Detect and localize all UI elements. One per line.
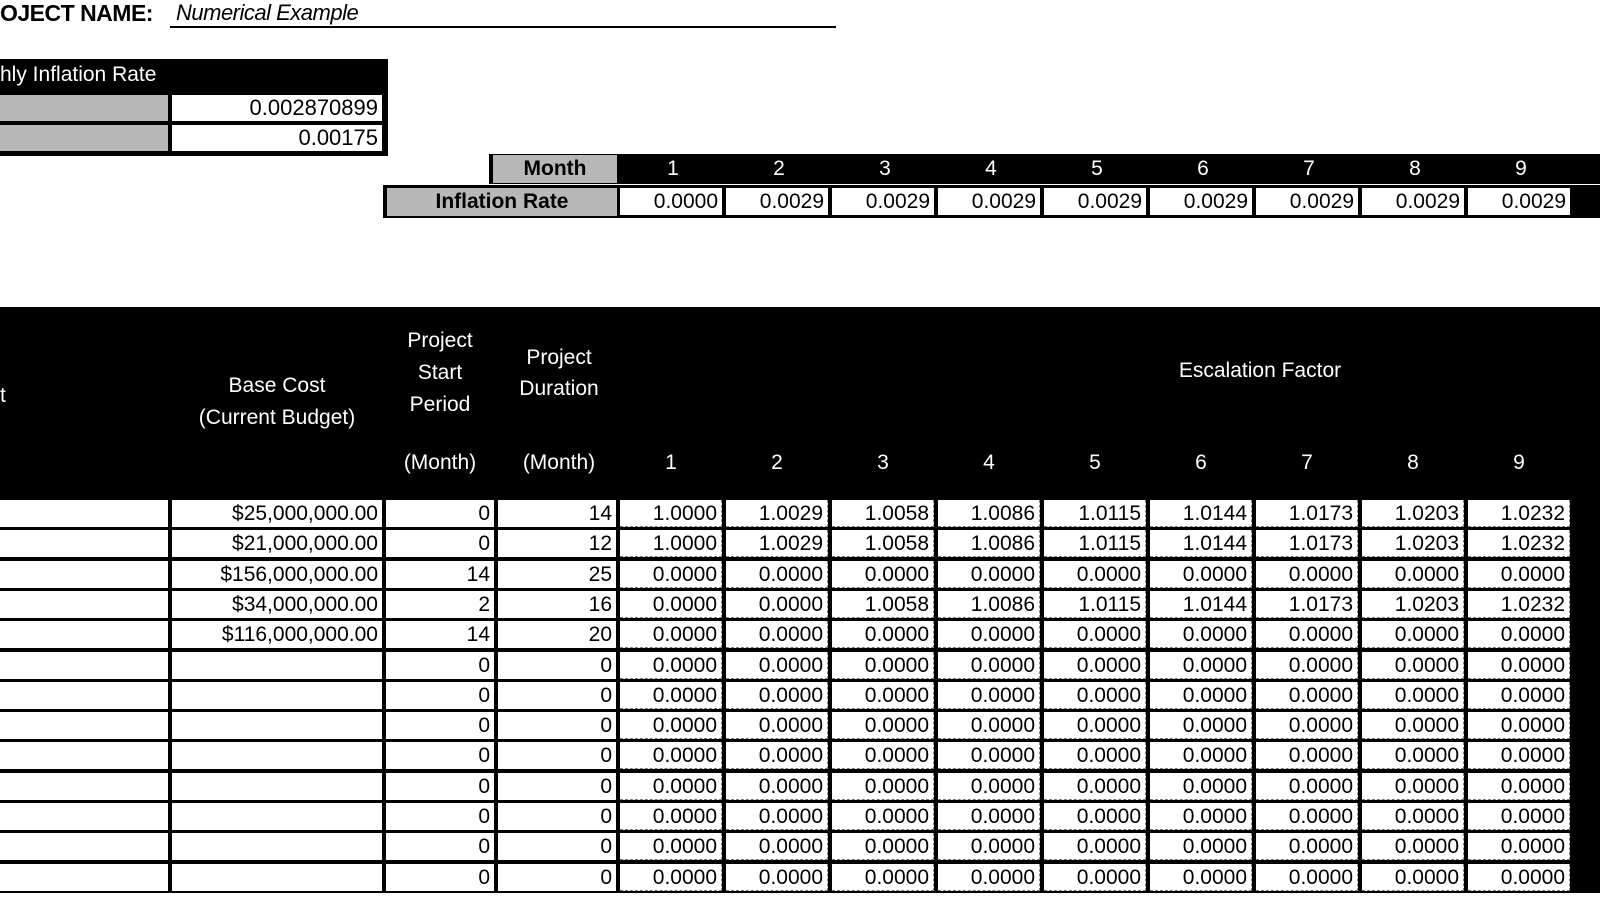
cell-start-period[interactable]: 0 [386, 530, 494, 557]
cell-duration[interactable]: 0 [498, 652, 616, 679]
cell-duration[interactable]: 16 [498, 591, 616, 618]
cell-item-name[interactable] [0, 561, 168, 588]
cell-escalation-factor[interactable]: 1.0203 [1362, 591, 1464, 618]
cell-escalation-factor[interactable]: 0.0000 [1044, 773, 1146, 800]
cell-item-name[interactable] [0, 833, 168, 860]
cell-escalation-factor[interactable]: 0.0000 [1150, 561, 1252, 588]
inflation-rate-title: hly Inflation Rate [0, 63, 157, 86]
cell-escalation-factor[interactable]: 0.0000 [1150, 682, 1252, 709]
cell-escalation-factor[interactable]: 0.0000 [832, 833, 934, 860]
cell-duration[interactable]: 0 [498, 773, 616, 800]
cell-duration[interactable]: 20 [498, 621, 616, 648]
cell-start-period[interactable]: 0 [386, 682, 494, 709]
strip-month-1: 1 [667, 157, 679, 180]
cell-escalation-factor[interactable]: 0.0000 [620, 621, 722, 648]
header-duration-unit: (Month) [522, 451, 596, 474]
cell-escalation-factor[interactable]: 0.0000 [1362, 773, 1464, 800]
cell-escalation-factor[interactable]: 0.0000 [726, 803, 828, 830]
cell-escalation-factor[interactable]: 0.0000 [1256, 652, 1358, 679]
cell-base-cost[interactable] [172, 864, 382, 891]
cell-escalation-factor[interactable]: 0.0000 [938, 682, 1040, 709]
cell-escalation-factor[interactable]: 0.0000 [1468, 803, 1570, 830]
cell-escalation-factor[interactable]: 1.0203 [1362, 530, 1464, 557]
cell-escalation-factor[interactable]: 0.0000 [1044, 833, 1146, 860]
cell-escalation-factor[interactable]: 1.0232 [1468, 500, 1570, 527]
cell-escalation-factor[interactable]: 0.0000 [832, 682, 934, 709]
cell-duration[interactable]: 25 [498, 561, 616, 588]
cell-start-period[interactable]: 0 [386, 773, 494, 800]
cell-start-period[interactable]: 0 [386, 712, 494, 739]
cell-escalation-factor[interactable]: 0.0000 [1362, 864, 1464, 891]
cell-escalation-factor[interactable]: 0.0000 [1044, 712, 1146, 739]
cell-escalation-factor[interactable]: 0.0000 [620, 742, 722, 769]
cell-escalation-factor[interactable]: 0.0000 [1044, 621, 1146, 648]
cell-item-name[interactable] [0, 621, 168, 648]
cell-base-cost[interactable] [172, 773, 382, 800]
cell-base-cost[interactable] [172, 682, 382, 709]
cell-escalation-factor[interactable]: 0.0000 [832, 773, 934, 800]
cell-escalation-factor[interactable]: 0.0000 [1044, 561, 1146, 588]
cell-escalation-factor[interactable]: 0.0000 [1150, 652, 1252, 679]
strip-month-2: 2 [773, 157, 785, 180]
cell-escalation-factor[interactable]: 0.0000 [938, 833, 1040, 860]
strip-month-7: 7 [1303, 157, 1315, 180]
header-duration-line1: Project [526, 346, 592, 369]
strip-month-9: 9 [1515, 157, 1527, 180]
cell-start-period[interactable]: 0 [386, 500, 494, 527]
cell-escalation-factor[interactable]: 1.0115 [1044, 591, 1146, 618]
cell-escalation-factor[interactable]: 0.0000 [1256, 773, 1358, 800]
cell-base-cost[interactable]: $25,000,000.00 [172, 500, 382, 527]
cell-escalation-factor[interactable]: 0.0000 [1468, 773, 1570, 800]
cell-escalation-factor[interactable]: 0.0000 [938, 803, 1040, 830]
cell-start-period[interactable]: 14 [386, 561, 494, 588]
header-base-cost-line1: Base Cost [228, 374, 326, 397]
cell-escalation-factor[interactable]: 1.0029 [726, 500, 828, 527]
cell-escalation-factor[interactable]: 0.0000 [726, 591, 828, 618]
header-month-6: 6 [1195, 451, 1207, 474]
cell-escalation-factor[interactable]: 0.0000 [1468, 742, 1570, 769]
cell-escalation-factor[interactable]: 1.0058 [832, 591, 934, 618]
cell-escalation-factor[interactable]: 0.0000 [1150, 742, 1252, 769]
cell-start-period[interactable]: 0 [386, 833, 494, 860]
cell-escalation-factor[interactable]: 0.0000 [1150, 621, 1252, 648]
header-start-line3: Period [409, 393, 471, 416]
cell-escalation-factor[interactable]: 1.0144 [1150, 500, 1252, 527]
header-first-col: t [0, 384, 6, 407]
strip-rate-4[interactable]: 0.0029 [938, 188, 1040, 215]
cell-escalation-factor[interactable]: 0.0000 [726, 864, 828, 891]
cell-duration[interactable]: 0 [498, 712, 616, 739]
cell-escalation-factor[interactable]: 0.0000 [1362, 742, 1464, 769]
cell-escalation-factor[interactable]: 0.0000 [938, 561, 1040, 588]
strip-month-8: 8 [1409, 157, 1421, 180]
header-duration-line2: Duration [519, 377, 599, 400]
strip-month-5: 5 [1091, 157, 1103, 180]
cell-escalation-factor[interactable]: 0.0000 [1362, 652, 1464, 679]
cell-escalation-factor[interactable]: 1.0115 [1044, 530, 1146, 557]
cell-duration[interactable]: 0 [498, 682, 616, 709]
cell-start-period[interactable]: 0 [386, 742, 494, 769]
strip-rate-5[interactable]: 0.0029 [1044, 188, 1146, 215]
cell-escalation-factor[interactable]: 0.0000 [726, 833, 828, 860]
cell-escalation-factor[interactable]: 0.0000 [1044, 652, 1146, 679]
cell-escalation-factor[interactable]: 1.0144 [1150, 530, 1252, 557]
header-start-line2: Start [417, 361, 463, 384]
cell-start-period[interactable]: 0 [386, 652, 494, 679]
cell-escalation-factor[interactable]: 0.0000 [938, 742, 1040, 769]
strip-rate-8[interactable]: 0.0029 [1362, 188, 1464, 215]
cell-escalation-factor[interactable]: 1.0086 [938, 591, 1040, 618]
cell-escalation-factor[interactable]: 0.0000 [1044, 803, 1146, 830]
header-month-9: 9 [1513, 451, 1525, 474]
header-start-line1: Project [407, 329, 473, 352]
cell-escalation-factor[interactable]: 0.0000 [832, 652, 934, 679]
inflation-rate-label-cell-2 [0, 125, 168, 151]
cell-escalation-factor[interactable]: 0.0000 [832, 742, 934, 769]
inflation-rate-value-1[interactable]: 0.002870899 [172, 95, 382, 121]
cell-item-name[interactable] [0, 500, 168, 527]
cell-escalation-factor[interactable]: 0.0000 [1468, 652, 1570, 679]
cell-escalation-factor[interactable]: 0.0000 [726, 561, 828, 588]
cell-escalation-factor[interactable]: 1.0144 [1150, 591, 1252, 618]
cell-item-name[interactable] [0, 712, 168, 739]
cell-base-cost[interactable]: $21,000,000.00 [172, 530, 382, 557]
cell-escalation-factor[interactable]: 1.0000 [620, 500, 722, 527]
strip-rate-3[interactable]: 0.0029 [832, 188, 934, 215]
cell-escalation-factor[interactable]: 0.0000 [1256, 621, 1358, 648]
cell-start-period[interactable]: 14 [386, 621, 494, 648]
cell-escalation-factor[interactable]: 1.0115 [1044, 500, 1146, 527]
cell-escalation-factor[interactable]: 0.0000 [1362, 621, 1464, 648]
cell-escalation-factor[interactable]: 0.0000 [1150, 833, 1252, 860]
cell-escalation-factor[interactable]: 0.0000 [620, 682, 722, 709]
header-month-1: 1 [665, 451, 677, 474]
cell-escalation-factor[interactable]: 1.0086 [938, 530, 1040, 557]
cell-start-period[interactable]: 0 [386, 864, 494, 891]
cell-escalation-factor[interactable]: 0.0000 [620, 833, 722, 860]
strip-month-6: 6 [1197, 157, 1209, 180]
cell-escalation-factor[interactable]: 0.0000 [938, 773, 1040, 800]
cell-item-name[interactable] [0, 742, 168, 769]
cell-escalation-factor[interactable]: 0.0000 [1150, 773, 1252, 800]
header-month-2: 2 [771, 451, 783, 474]
cell-escalation-factor[interactable]: 0.0000 [1256, 561, 1358, 588]
header-base-cost-line2: (Current Budget) [198, 406, 356, 429]
cell-base-cost[interactable]: $34,000,000.00 [172, 591, 382, 618]
cell-escalation-factor[interactable]: 0.0000 [1044, 864, 1146, 891]
cell-escalation-factor[interactable]: 0.0000 [1362, 833, 1464, 860]
cell-escalation-factor[interactable]: 0.0000 [620, 803, 722, 830]
inflation-rate-value-2[interactable]: 0.00175 [172, 125, 382, 151]
cell-escalation-factor[interactable]: 1.0029 [726, 530, 828, 557]
cell-escalation-factor[interactable]: 0.0000 [1468, 712, 1570, 739]
cell-escalation-factor[interactable]: 0.0000 [620, 712, 722, 739]
cell-base-cost[interactable] [172, 652, 382, 679]
inflation-rate-label-cell-1 [0, 95, 168, 121]
cell-escalation-factor[interactable]: 0.0000 [1256, 864, 1358, 891]
header-month-5: 5 [1089, 451, 1101, 474]
project-name-label: OJECT NAME: [0, 0, 153, 26]
cell-item-name[interactable] [0, 652, 168, 679]
cell-escalation-factor[interactable]: 0.0000 [726, 742, 828, 769]
cell-escalation-factor[interactable]: 0.0000 [832, 864, 934, 891]
header-month-7: 7 [1301, 451, 1313, 474]
header-start-unit: (Month) [403, 451, 477, 474]
cell-escalation-factor[interactable]: 0.0000 [1150, 864, 1252, 891]
cell-escalation-factor[interactable]: 0.0000 [1256, 712, 1358, 739]
cell-escalation-factor[interactable]: 0.0000 [938, 864, 1040, 891]
cell-item-name[interactable] [0, 591, 168, 618]
cell-escalation-factor[interactable]: 0.0000 [620, 652, 722, 679]
cell-escalation-factor[interactable]: 1.0232 [1468, 591, 1570, 618]
cell-escalation-factor[interactable]: 0.0000 [1256, 833, 1358, 860]
cell-base-cost[interactable] [172, 712, 382, 739]
cell-escalation-factor[interactable]: 0.0000 [1256, 742, 1358, 769]
cell-escalation-factor[interactable]: 1.0000 [620, 530, 722, 557]
cell-escalation-factor[interactable]: 0.0000 [726, 773, 828, 800]
cell-duration[interactable]: 0 [498, 803, 616, 830]
cell-escalation-factor[interactable]: 0.0000 [1468, 621, 1570, 648]
cell-base-cost[interactable] [172, 803, 382, 830]
cell-item-name[interactable] [0, 803, 168, 830]
header-month-3: 3 [877, 451, 889, 474]
cell-duration[interactable]: 12 [498, 530, 616, 557]
cell-escalation-factor[interactable]: 0.0000 [832, 712, 934, 739]
cell-escalation-factor[interactable]: 0.0000 [1256, 682, 1358, 709]
cell-escalation-factor[interactable]: 0.0000 [726, 621, 828, 648]
cell-start-period[interactable]: 0 [386, 803, 494, 830]
cell-escalation-factor[interactable]: 0.0000 [1362, 682, 1464, 709]
cell-escalation-factor[interactable]: 1.0173 [1256, 500, 1358, 527]
cell-escalation-factor[interactable]: 1.0203 [1362, 500, 1464, 527]
cell-item-name[interactable] [0, 773, 168, 800]
project-name-underline [170, 26, 836, 28]
cell-escalation-factor[interactable]: 1.0058 [832, 530, 934, 557]
cell-duration[interactable]: 0 [498, 833, 616, 860]
cell-escalation-factor[interactable]: 0.0000 [832, 621, 934, 648]
inflation-rate-label: Inflation Rate [387, 188, 617, 216]
cell-escalation-factor[interactable]: 0.0000 [1468, 561, 1570, 588]
cell-escalation-factor[interactable]: 0.0000 [832, 561, 934, 588]
cell-escalation-factor[interactable]: 0.0000 [1362, 712, 1464, 739]
cell-escalation-factor[interactable]: 0.0000 [1150, 803, 1252, 830]
cell-escalation-factor[interactable]: 0.0000 [1044, 682, 1146, 709]
cell-escalation-factor[interactable]: 0.0000 [1468, 682, 1570, 709]
cell-escalation-factor[interactable]: 0.0000 [1362, 803, 1464, 830]
cell-escalation-factor[interactable]: 0.0000 [1150, 712, 1252, 739]
cell-escalation-factor[interactable]: 0.0000 [938, 621, 1040, 648]
cell-start-period[interactable]: 2 [386, 591, 494, 618]
cell-base-cost[interactable]: $116,000,000.00 [172, 621, 382, 648]
cell-escalation-factor[interactable]: 0.0000 [726, 712, 828, 739]
cell-duration[interactable]: 0 [498, 742, 616, 769]
cell-escalation-factor[interactable]: 0.0000 [620, 773, 722, 800]
cell-escalation-factor[interactable]: 0.0000 [1468, 833, 1570, 860]
strip-rate-2[interactable]: 0.0029 [726, 188, 828, 215]
cell-escalation-factor[interactable]: 1.0232 [1468, 530, 1570, 557]
cell-base-cost[interactable] [172, 833, 382, 860]
cell-escalation-factor[interactable]: 0.0000 [726, 682, 828, 709]
cell-base-cost[interactable] [172, 742, 382, 769]
strip-rate-9[interactable]: 0.0029 [1468, 188, 1570, 215]
header-month-4: 4 [983, 451, 995, 474]
cell-escalation-factor[interactable]: 0.0000 [938, 712, 1040, 739]
cell-duration[interactable]: 14 [498, 500, 616, 527]
strip-rate-7[interactable]: 0.0029 [1256, 188, 1358, 215]
strip-month-3: 3 [879, 157, 891, 180]
header-escalation-title: Escalation Factor [1178, 359, 1342, 382]
cell-escalation-factor[interactable]: 0.0000 [1044, 742, 1146, 769]
header-month-8: 8 [1407, 451, 1419, 474]
cell-escalation-factor[interactable]: 1.0058 [832, 500, 934, 527]
cell-escalation-factor[interactable]: 1.0086 [938, 500, 1040, 527]
month-label: Month [493, 155, 617, 183]
cell-escalation-factor[interactable]: 1.0173 [1256, 530, 1358, 557]
cell-escalation-factor[interactable]: 0.0000 [938, 652, 1040, 679]
cell-escalation-factor[interactable]: 0.0000 [620, 591, 722, 618]
cell-item-name[interactable] [0, 682, 168, 709]
cell-escalation-factor[interactable]: 0.0000 [1468, 864, 1570, 891]
cell-escalation-factor[interactable]: 0.0000 [1256, 803, 1358, 830]
cell-escalation-factor[interactable]: 1.0173 [1256, 591, 1358, 618]
cell-base-cost[interactable]: $156,000,000.00 [172, 561, 382, 588]
cell-escalation-factor[interactable]: 0.0000 [832, 803, 934, 830]
cell-escalation-factor[interactable]: 0.0000 [726, 652, 828, 679]
strip-month-4: 4 [985, 157, 997, 180]
project-name-value[interactable]: Numerical Example [176, 0, 359, 25]
cell-escalation-factor[interactable]: 0.0000 [620, 864, 722, 891]
strip-rate-1[interactable]: 0.0000 [620, 188, 722, 215]
cell-duration[interactable]: 0 [498, 864, 616, 891]
cell-escalation-factor[interactable]: 0.0000 [1362, 561, 1464, 588]
strip-rate-6[interactable]: 0.0029 [1150, 188, 1252, 215]
cell-item-name[interactable] [0, 864, 168, 891]
cell-escalation-factor[interactable]: 0.0000 [620, 561, 722, 588]
cell-item-name[interactable] [0, 530, 168, 557]
